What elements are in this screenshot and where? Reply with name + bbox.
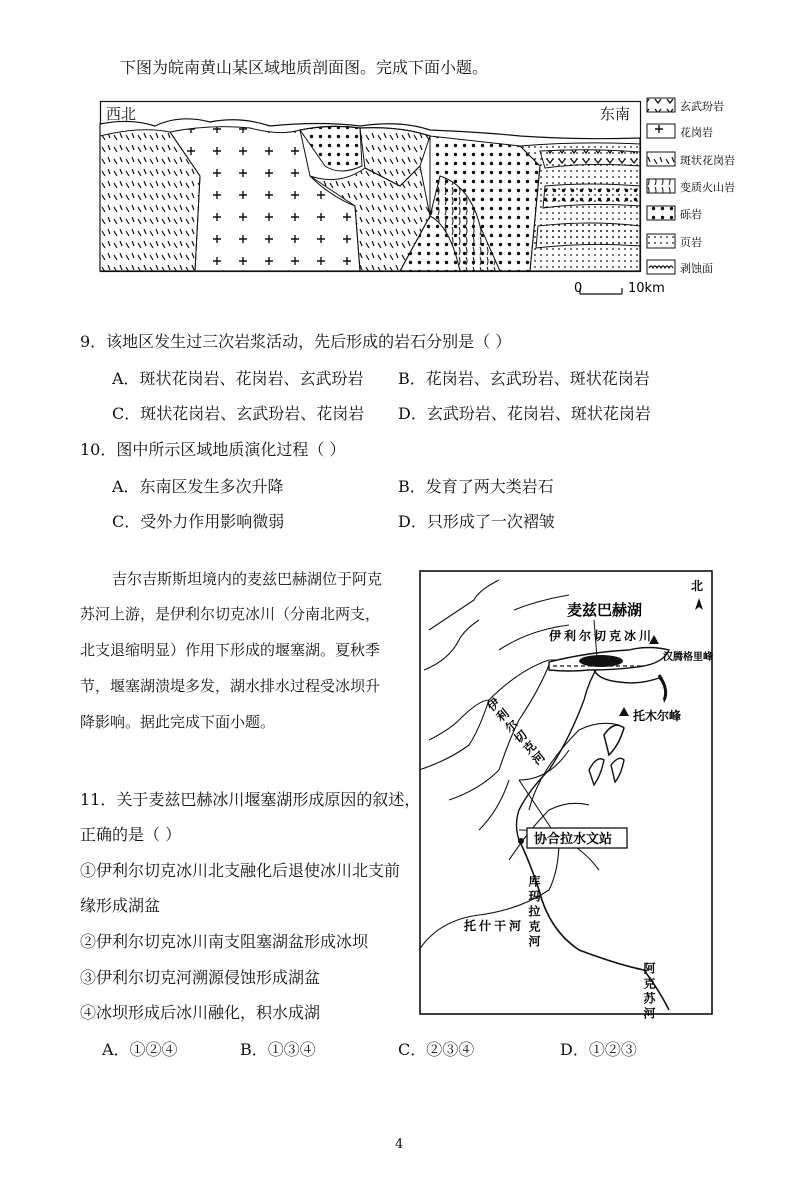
- question-11-item-4: ④冰坝形成后冰川融化，积水成湖: [80, 1003, 321, 1022]
- map-label-river-aksu: 阿克苏河: [642, 962, 656, 1022]
- question-11-item-2: ②伊利尔切克冰川南支阻塞湖盆形成冰坝: [80, 932, 369, 951]
- question-10-option-d[interactable]: D．只形成了一次褶皱: [398, 512, 555, 531]
- intro-text-lake-line3: 北支退缩明显）作用下形成的堰塞湖。夏秋季: [80, 641, 381, 659]
- legend-label: 花岗岩: [680, 126, 713, 139]
- shale-pattern-icon: [647, 234, 675, 248]
- metavolcanic-pattern-icon: [647, 179, 675, 193]
- question-11-item-3: ③伊利尔切克河溯源侵蚀形成湖盆: [80, 968, 321, 987]
- page-number: 4: [395, 1137, 404, 1152]
- intro-text-lake-line2: 苏河上游，是伊利尔切克冰川（分南北两支，: [80, 605, 381, 623]
- map-label-lake: 麦兹巴赫湖: [567, 601, 643, 619]
- map-label-station: 协合拉水文站: [534, 832, 613, 847]
- question-10-option-b[interactable]: B．发育了两大类岩石: [398, 477, 554, 496]
- granite-pattern-icon: [647, 124, 675, 138]
- intro-text-lake-line1: 吉尔吉斯斯坦境内的麦兹巴赫湖位于阿克: [112, 570, 383, 588]
- legend-label: 砾岩: [680, 208, 702, 221]
- question-11-item-1-cont: 缘形成湖盆: [80, 896, 161, 915]
- map-label-river-toshkan: 托什干河: [464, 919, 525, 933]
- scale-bar: [574, 281, 665, 296]
- intro-text-lake-line5: 降影响。据此完成下面小题。: [80, 713, 276, 731]
- conglomerate-pattern-icon: [647, 206, 675, 220]
- profile-legend: [647, 98, 735, 275]
- question-9-option-d[interactable]: D．玄武玢岩、花岗岩、斑状花岗岩: [398, 404, 651, 423]
- geologic-profile-figure: [100, 96, 735, 302]
- question-11-stem-line1: 11．关于麦兹巴赫冰川堰塞湖形成原因的叙述，: [80, 790, 421, 809]
- basalt-porphyrite-pattern-icon: [647, 98, 675, 112]
- legend-label: 斑状花岗岩: [680, 154, 735, 167]
- erosion-surface-pattern-icon: [647, 260, 675, 274]
- question-10-option-c[interactable]: C．受外力作用影响微弱: [112, 512, 285, 531]
- map-label-peak-tomur: 托木尔峰: [633, 709, 682, 723]
- question-11-stem-line2: 正确的是（ ）: [80, 825, 182, 844]
- question-10-option-a[interactable]: A．东南区发生多次升降: [112, 477, 284, 496]
- legend-label: 剥蚀面: [680, 262, 713, 275]
- lake-map-figure: [419, 570, 713, 1022]
- question-9-option-b[interactable]: B．花岗岩、玄武玢岩、斑状花岗岩: [398, 369, 650, 388]
- profile-label-southeast: 东南: [600, 105, 631, 123]
- scale-zero: 0: [574, 281, 583, 296]
- question-9-stem: 9．该地区发生过三次岩浆活动，先后形成的岩石分别是（ ）: [80, 332, 512, 351]
- question-9-option-a[interactable]: A．斑状花岗岩、花岗岩、玄武玢岩: [112, 369, 364, 388]
- profile-label-northwest: 西北: [106, 105, 137, 123]
- question-11-option-a[interactable]: A．①②④: [102, 1040, 178, 1059]
- map-label-north: 北: [691, 579, 704, 593]
- scale-end: 10km: [628, 281, 665, 296]
- question-11-option-d[interactable]: D．①②③: [560, 1040, 637, 1059]
- question-11-option-c[interactable]: C．②③④: [398, 1040, 475, 1059]
- question-9-option-c[interactable]: C．斑状花岗岩、玄武玢岩、花岗岩: [112, 404, 365, 423]
- legend-label: 变质火山岩: [680, 181, 735, 194]
- hydrological-station-icon: [518, 838, 524, 844]
- legend-label: 页岩: [680, 236, 702, 249]
- intro-text-lake-line4: 节，堰塞湖溃堤多发，湖水排水过程受冰坝升: [80, 677, 381, 695]
- map-label-glacier: 伊利尔切克冰川: [549, 629, 655, 643]
- map-label-peak-khan-tengri: 汉腾格里峰: [663, 652, 713, 663]
- intro-text-profile: 下图为皖南黄山某区域地质剖面图。完成下面小题。: [120, 58, 489, 77]
- question-11-option-b[interactable]: B．①③④: [240, 1040, 316, 1059]
- question-10-stem: 10．图中所示区域地质演化过程（ ）: [80, 440, 346, 459]
- legend-label: 玄武玢岩: [680, 100, 724, 113]
- map-label-river-ilierchek: 伊利尔切克河: [483, 695, 549, 769]
- porphyritic-granite-pattern-icon: [647, 152, 675, 166]
- question-11-item-1: ①伊利尔切克冰川北支融化后退使冰川北支前: [80, 861, 401, 880]
- map-label-river-kumarak: 库玛拉克河: [527, 875, 541, 950]
